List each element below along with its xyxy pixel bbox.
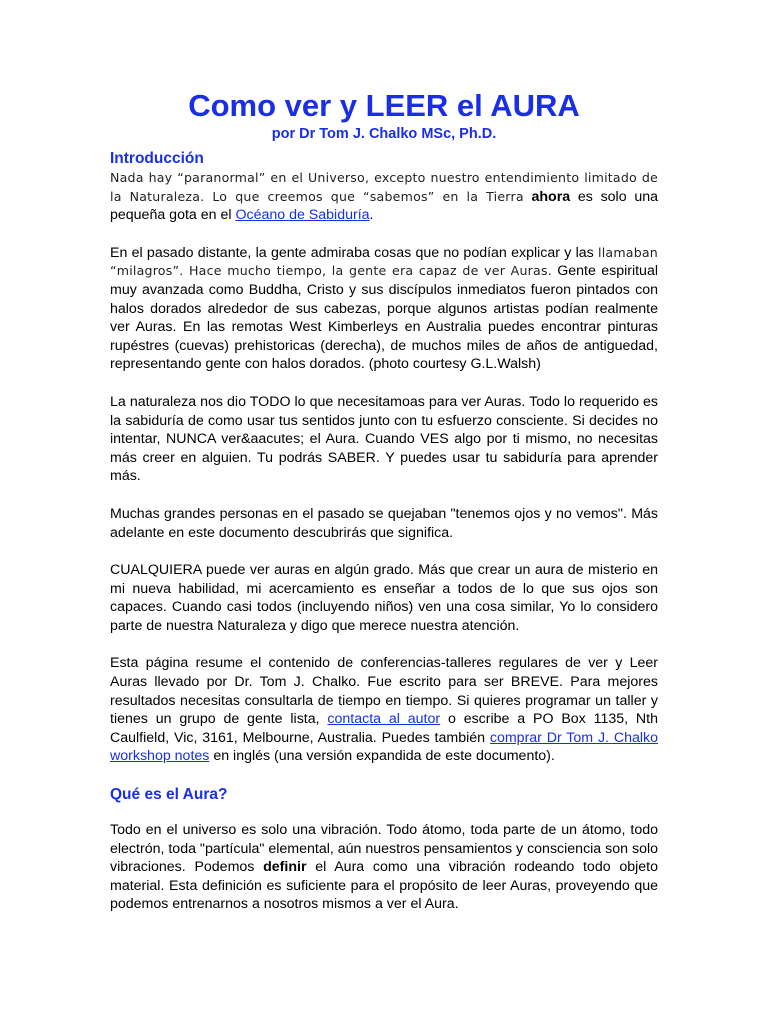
author-byline: por Dr Tom J. Chalko MSc, Ph.D.	[271, 126, 497, 142]
link-comprar-workshop-notes[interactable]: comprar Dr Tom J. Chalko workshop notes	[110, 729, 658, 765]
link-oceano-sabiduria[interactable]: Océano de Sabiduría	[235, 207, 370, 224]
paragraph-intro-text-2: es solo una pequeña gota en el	[110, 188, 658, 224]
link-contacta-autor[interactable]: contacta al autor	[327, 711, 441, 728]
paragraph-7-text: Todo en el universo es solo una vibración. Todo átomo, toda parte de un átomo, todo electrón, toda "partícula" elemental, aún nuestros pensamientos y consciencia son solo vibraciones. Podemos	[110, 822, 658, 876]
paragraph-2-mono-text: llamaban “milagros”. Hace mucho tiempo, la gente era capaz de ver Auras.	[110, 244, 658, 279]
paragraph-intro-end: .	[369, 207, 374, 224]
paragraph-2-text-2: Gente espiritual muy avanzada como Buddha, Cristo y sus discípulos inmediatos fueron pintados con halos dorados alrededor de sus cabezas, porque algunos artistas podían realmente ver Auras. En las remotas West Kimberleys en Australia puedes encontrar pinturas rupéstres (cuevas) prehistoricas (derecha), de muchos miles de años de antiguedad, representando gente con halos dorados. (photo courtesy G.L.Walsh)	[110, 263, 658, 373]
paragraph-resumen	[110, 654, 658, 766]
paragraph-6-text: Esta página resume el contenido de conferencias-talleres regulares de ver y Leer Auras llevado por Dr. Tom J. Chalko. Fue escrito para ser BREVE. Para mejores resultados necesitas consultarla de tiempo en tiempo. Si quieres programar un taller y tienes un grupo de gente lista,	[110, 655, 658, 728]
paragraph-intro-text: Nada hay “paranormal” en el Universo, excepto nuestro entendimiento limitado de la Naturaleza. Lo que creemos que “sabemos” en la Tierra	[110, 170, 658, 204]
paragraph-pasado-distante	[110, 244, 658, 374]
page-title: Como ver y LEER el AURA	[188, 88, 580, 123]
bold-ahora: ahora	[531, 188, 571, 205]
paragraph-6-text-2: o escribe a PO Box 1135, Nth Caulfield, Vic, 3161, Melbourne, Australia. Puedes también	[110, 711, 658, 746]
paragraph-intro	[110, 169, 658, 225]
section-heading-que-es-aura: Qué es el Aura?	[110, 786, 228, 804]
paragraph-7-text-2: el Aura como una vibración rodeando todo objeto material. Esta definición es suficiente para el propósito de leer Auras, proveyendo que podemos entrenarnos a nosotros mismos a ver el Aura.	[110, 859, 658, 913]
paragraph-naturaleza: La naturaleza nos dio TODO lo que necesitamoas para ver Auras. Todo lo requerido es la sabiduría de como usar tus sentidos junto con tu esfuerzo consciente. Si decides no intentar, NUNCA ver&aacutes; el Aura. Cuando VES algo por ti mismo, no necesitas más creer en alguien. Tu podrás SABER. Y puedes usar tu sabiduría para aprender más.	[110, 393, 658, 485]
paragraph-cualquiera: CUALQUIERA puede ver auras en algún grado. Más que crear un aura de misterio en mi nueva habilidad, mi acercamiento es enseñar a todos de lo que sus ojos son capaces. Cuando casi todos (incluyendo niños) ven una cosa similar, Yo lo considero parte de nuestra Naturaleza y digo que merece nuestra atención.	[110, 562, 658, 634]
bold-definir: definir	[263, 859, 307, 876]
paragraph-2-text: En el pasado distante, la gente admiraba cosas que no podían explicar y las	[110, 244, 598, 261]
paragraph-vibracion	[110, 821, 658, 914]
section-heading-introduccion: Introducción	[110, 150, 204, 167]
paragraph-grandes-personas: Muchas grandes personas en el pasado se quejaban "tenemos ojos y no vemos". Más adelante en este documento descubrirás que significa.	[110, 505, 658, 541]
paragraph-6-text-3: en inglés (una versión expandida de este documento).	[209, 748, 555, 765]
